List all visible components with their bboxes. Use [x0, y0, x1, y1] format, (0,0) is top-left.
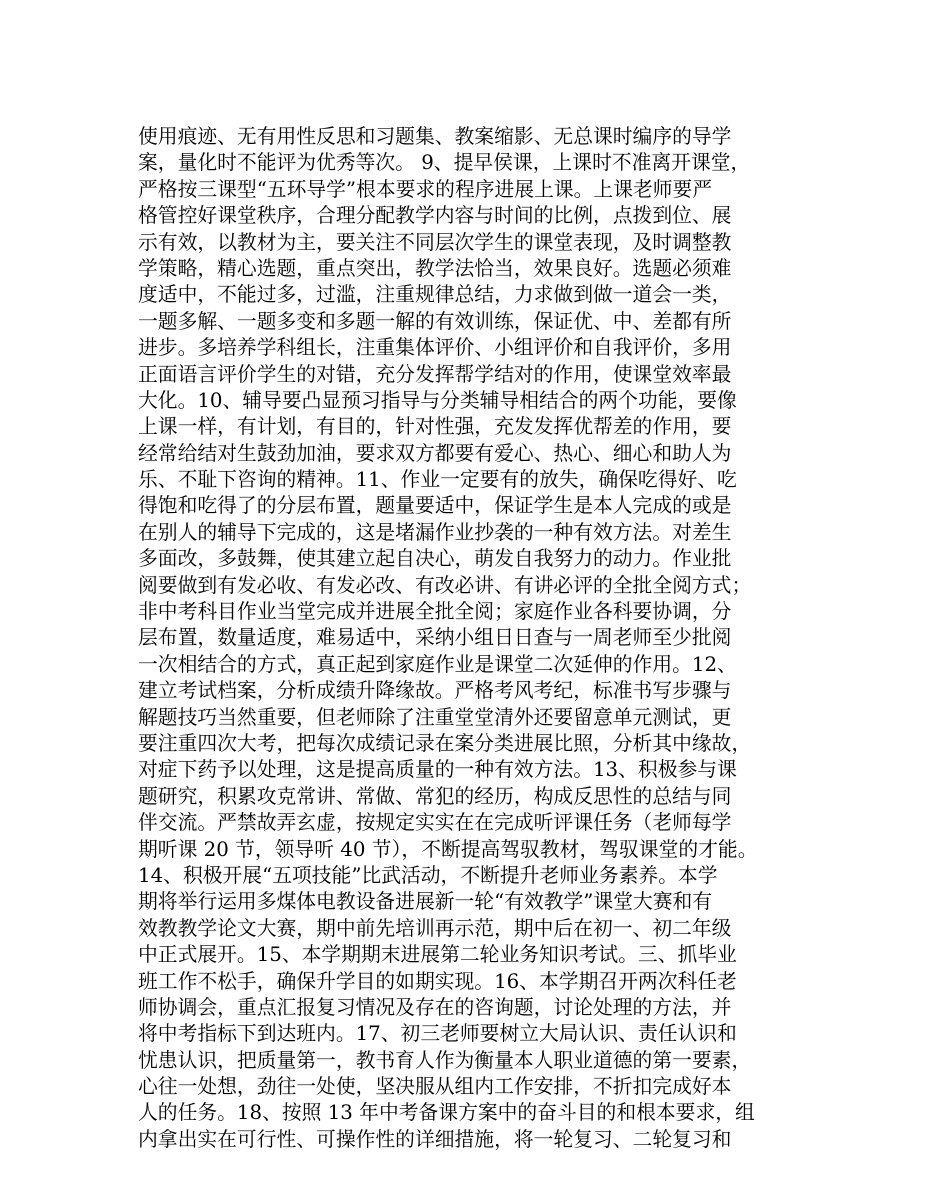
text-line: 层布置，数量适度，难易适中，采纳小组日日查与一周老师至少批阅: [138, 626, 732, 650]
text-line: 格管控好课堂秩序，合理分配教学内容与时间的比例，点拨到位、展: [138, 204, 732, 228]
text-line: 忧患认识，把质量第一，教书育人作为衡量本人职业道德的第一要素，: [138, 1048, 752, 1072]
text-line: 建立考试档案，分析成绩升降缘故。严格考风考纪，标准书写步骤与: [138, 679, 732, 703]
text-line: 阅要做到有发必收、有发必改、有改必讲、有讲必评的全批全阅方式；: [138, 573, 752, 597]
text-line: 经常给结对生鼓劲加油，要求双方都要有爱心、热心、细心和助人为: [138, 441, 732, 465]
text-line: 心往一处想，劲往一处使，坚决服从组内工作安排，不折扣完成好本: [138, 1075, 732, 1099]
text-line: 要注重四次大考，把每次成绩记录在案分类进展比照，分析其中缘故，: [138, 731, 752, 755]
text-line: 解题技巧当然重要，但老师除了注重堂堂清外还要留意单元测试，更: [138, 705, 732, 729]
text-line: 正面语言评价学生的对错，充分发挥帮学结对的作用，使课堂效率最: [138, 362, 732, 386]
body-text: [138, 124, 822, 1153]
text-line: 度适中，不能过多，过滥，注重规律总结，力求做到做一道会一类，: [138, 283, 732, 307]
text-line: 期将举行运用多煤体电教设备进展新一轮“有效教学”课堂大赛和有: [138, 890, 713, 914]
text-line: 人的任务。18、按照 13 年中考备课方案中的奋斗目的和根本要求，组: [138, 1101, 755, 1125]
text-line: 案，量化时不能评为优秀等次。 9、提早侯课，上课时不准离开课堂，: [138, 151, 751, 175]
text-line: 期听课 20 节，领导听 40 节），不断提高驾驭教材，驾驭课堂的才能。: [138, 837, 758, 861]
text-line: 题研究，积累攻克常讲、常做、常犯的经历，构成反思性的总结与同: [138, 784, 732, 808]
text-line: 一题多解、一题多变和多题一解的有效训练，保证优、中、差都有所: [138, 309, 732, 333]
text-line: 进步。多培养学科组长，注重集体评价、小组评价和自我评价，多用: [138, 336, 732, 360]
text-line: 伴交流。严禁故弄玄虚，按规定实实在在完成听评课任务（老师每学: [138, 811, 732, 835]
text-line: 效教教学论文大赛，期中前先培训再示范，期中后在初一、初二年级: [138, 916, 732, 940]
text-line: 多面改，多鼓舞，使其建立起自决心，萌发自我努力的动力。作业批: [138, 547, 732, 571]
text-line: 严格按三课型“五环导学”根本要求的程序进展上课。上课老师要严: [138, 177, 713, 201]
text-line: 对症下药予以处理，这是提高质量的一种有效方法。13、积极参与课: [138, 758, 737, 782]
text-line: 上课一样，有计划，有目的，针对性强，充发发挥优帮差的作用，要: [138, 415, 732, 439]
text-line: 非中考科目作业当堂完成并进展全批全阅；家庭作业各科要协调，分: [138, 600, 732, 624]
text-line: 内拿出实在可行性、可操作性的详细措施，将一轮复习、二轮复习和: [138, 1127, 732, 1151]
text-line: 一次相结合的方式，真正起到家庭作业是课堂二次延伸的作用。12、: [138, 652, 737, 676]
text-line: 将中考指标下到达班内。17、初三老师要树立大局认识、责任认识和: [138, 1022, 737, 1046]
text-line: 师协调会，重点汇报复习情况及存在的咨询题，讨论处理的方法，并: [138, 995, 732, 1019]
text-line: 在别人的辅导下完成的，这是堵漏作业抄袭的一种有效方法。对差生: [138, 520, 732, 544]
text-line: 乐、不耻下咨询的精神。11、作业一定要有的放失，确保吃得好、吃: [138, 468, 737, 492]
text-line: 中正式展开。15、本学期期末进展第二轮业务知识考试。三、抓毕业: [138, 943, 737, 967]
text-line: 学策略，精心选题，重点突出，教学法恰当，效果良好。选题必须难: [138, 256, 732, 280]
text-line: 大化。10、辅导要凸显预习指导与分类辅导相结合的两个功能，要像: [138, 388, 737, 412]
text-line: 14、积极开展“五项技能”比武活动，不断提升老师业务素养。本学: [138, 863, 718, 887]
text-line: 班工作不松手，确保升学目的如期实现。16、本学期召开两次科任老: [138, 969, 737, 993]
text-line: 示有效，以教材为主，要关注不同层次学生的课堂表现，及时调整教: [138, 230, 732, 254]
text-line: 使用痕迹、无有用性反思和习题集、教案缩影、无总课时编序的导学: [138, 125, 732, 148]
text-line: 得饱和吃得了的分层布置，题量要适中，保证学生是本人完成的或是: [138, 494, 732, 518]
